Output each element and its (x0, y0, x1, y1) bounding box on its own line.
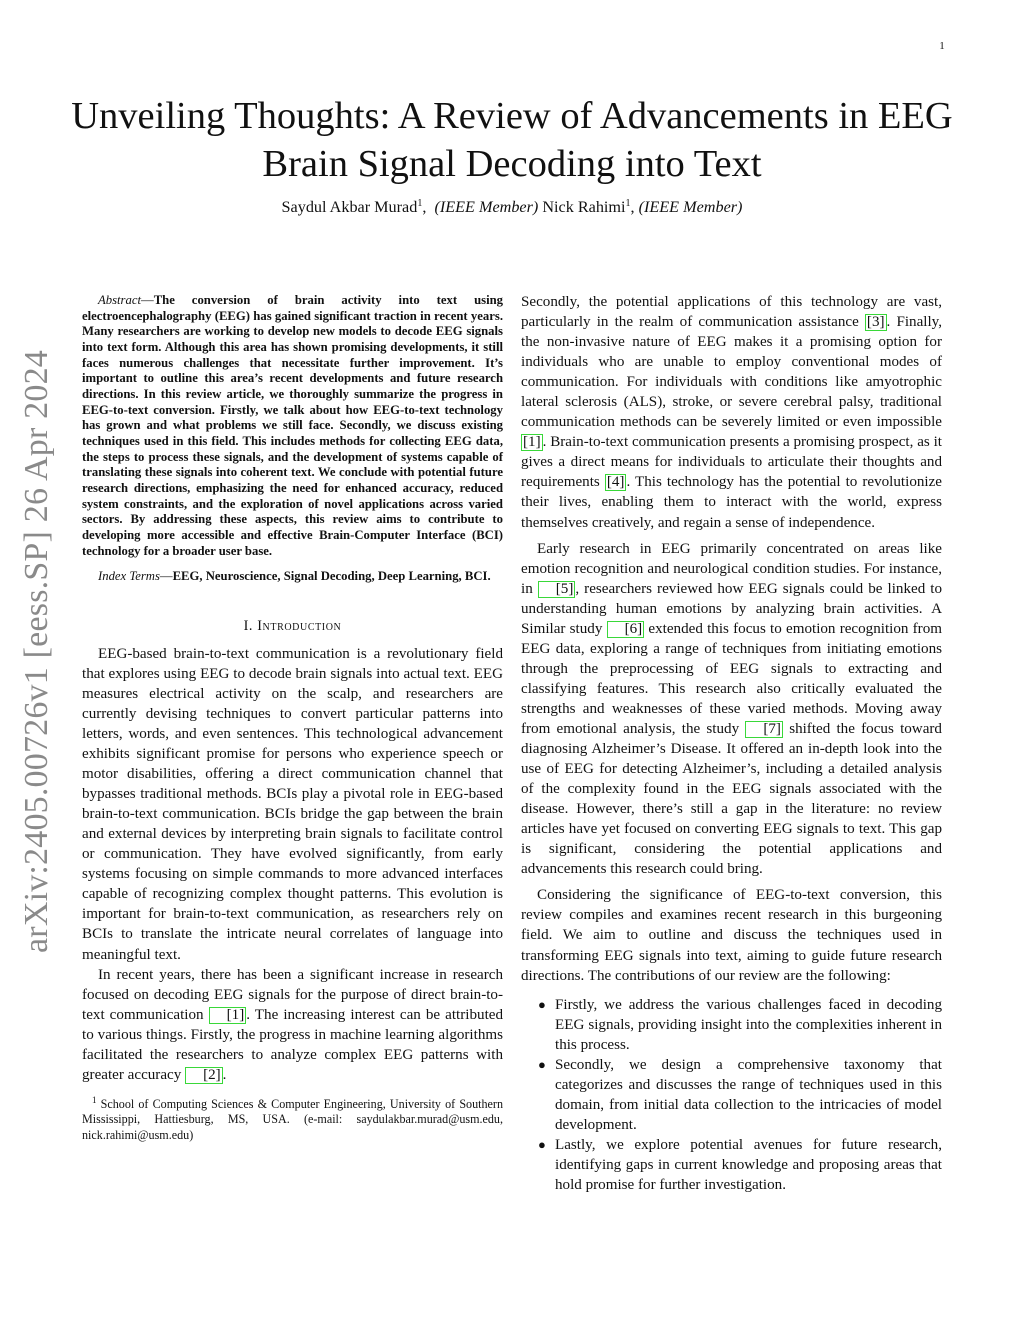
author-name: Saydul Akbar Murad (281, 198, 418, 216)
citation-link[interactable]: [4] (606, 474, 625, 491)
abstract: Abstract—The conversion of brain activity into text using electroencephalography (EEG) has gained significant traction in recent years. Many researchers are working to develop new models to decode EEG signals into text form. Although this area has shown promising developments, it still faces numerous challenges that necessitate further improvement. It’s important to outline this area’s recent developments and future research directions. In this review article, we thoroughly summarize the progress in EEG-to-text conversion. Firstly, we talk about how EEG-to-text technology has grown and what problems we still face. Secondly, we discuss existing techniques used in this field. This includes methods for collecting EEG data, the steps to process these signals, and the development of systems capable of translating these signals into coherent text. We conclude with potential future research directions, emphasizing the need for enhanced accuracy, reduced system constraints, and the exploration of novel applications across varied sectors. By addressing these aspects, this review aims to contribute to developing more accessible and effective Brain-Computer Interface (BCI) technology for a broader user base. (82, 293, 503, 558)
author-line: Saydul Akbar Murad$^1$, (IEEE Member) Nick Rahimi$^1$, (IEEE Member) (281, 198, 743, 216)
bullet-icon: ● (538, 1136, 546, 1152)
citation-link[interactable]: [1] (523, 434, 541, 451)
paragraph-text: , researchers reviewed how EEG signals could be linked to understanding human emotions by analyzing brain activities. A Similar study (521, 580, 942, 637)
paragraph-text: Early research in EEG primarily concentrated on areas like emotion recognition and neurological condition studies. For instance, in (521, 540, 942, 597)
paragraph-text: . Finally, the non-invasive nature of EEG makes it a promising option for individuals who are unable to employ conventional modes of communication. For individuals with conditions like amyotrophic lateral sclerosis (ALS), stroke, or severe cerebral palsy, traditional communication methods can be severely limited or even impossible (521, 314, 943, 431)
list-item-text: Firstly, we address the various challenges faced in decoding EEG signals, providing insight into the complexities inherent in this process. (555, 996, 942, 1053)
footnote (82, 1094, 503, 1144)
author-name: Nick Rahimi (542, 198, 626, 216)
abstract-label: Abstract (98, 293, 141, 307)
paragraph-text: Secondly, the potential applications of this technology are vast, particularly in the realm of communication assistance (521, 294, 942, 331)
paragraph-text: shifted the focus toward diagnosing Alzheimer’s Disease. It offered an in-depth look into the use of EEG for detecting Alzheimer’s, including a detailed analysis of the complexity found in the EEG signals associated with the disease. However, there’s still a gap in the literature: no review articles have yet focused on converting EEG signals to text. This gap is significant, considering the potential applications and advancements this research could bring. (521, 720, 942, 878)
paragraph-text: . This technology has the potential to revolutionize their lives, enabling them to interact with the world, express themselves creatively, and regain a sense of independence. (521, 474, 942, 531)
citation-link[interactable]: [7] (745, 721, 783, 738)
footnote-mark: 1 (92, 1094, 97, 1105)
paragraph-text: . (222, 1066, 227, 1083)
page-number: 1 (939, 40, 945, 52)
citation-link[interactable]: [5] (538, 581, 576, 598)
section-heading (82, 618, 503, 635)
author-role: (IEEE Member) (434, 198, 539, 216)
citation-link[interactable]: [1] (209, 1007, 247, 1024)
affiliation-mark: 1 (625, 198, 631, 209)
body-paragraph: Considering the significance of EEG-to-text conversion, this review compiles and examines recent research in this burgeoning field. We aim to outline and discuss the techniques used in transforming EEG signals into text, aiming to guide future research directions. The contributions of our review are the following: (521, 887, 942, 984)
body-paragraph (521, 292, 942, 533)
author-role: (IEEE Member) (638, 198, 743, 216)
paragraph-text: In recent years, there has been a significant increase in research focused on decoding EEG signals for the purpose of direct brain-to-text communication (82, 966, 503, 1023)
index-terms: Index Terms—EEG, Neuroscience, Signal Decoding, Deep Learning, BCI. (98, 569, 491, 584)
citation-link[interactable]: [2] (185, 1067, 223, 1084)
list-item (521, 995, 942, 1055)
citation-link[interactable]: [6] (607, 621, 645, 638)
contributions-list (521, 995, 942, 1195)
section-numeral: I. (243, 617, 254, 634)
footnote-text: School of Computing Sciences & Computer Engineering, University of Southern Mississippi, Hattiesburg, MS, USA. (e-mail: saydulakbar.murad@usm.edu, nick.rahimi@usm.edu) (82, 1096, 503, 1142)
section-title: Introduction (257, 617, 342, 634)
left-column (82, 293, 503, 1143)
bullet-icon: ● (538, 1056, 546, 1072)
abstract-text: The conversion of brain activity into text using electroencephalography (EEG) has gained significant traction in recent years. Many researchers are working to develop new models to decode EEG signals into text form. Although this area has shown promising developments, it still faces numerous challenges that necessitate further improvement. It’s important to outline this area’s recent developments and future research directions. In this review article, we thoroughly summarize the progress in EEG-to-text conversion. Firstly, we talk about how EEG-to-text technology has grown and what problems we still face. Secondly, we discuss existing techniques used in this field. This includes methods for collecting EEG data, the steps to process these signals, and the development of systems capable of translating these signals into coherent text. We conclude with potential future research directions, emphasizing the need for enhanced accuracy, reduced system constraints, and the exploration of novel applications across varied sectors. By addressing these aspects, this review aims to contribute to developing more accessible and effective Brain-Computer Interface (BCI) technology for a broader user base. (82, 293, 503, 558)
paragraph-text: . The increasing interest can be attributed to various things. Firstly, the progress in machine learning algorithms facilitated the researchers to analyze complex EEG patterns with greater accuracy (82, 1006, 504, 1083)
index-terms-label: Index Terms (98, 569, 160, 584)
body-paragraph (82, 965, 503, 1085)
list-item (521, 1055, 942, 1135)
body-paragraph (521, 539, 942, 880)
index-terms-text: EEG, Neuroscience, Signal Decoding, Deep Learning, BCI. (172, 569, 491, 584)
citation-link[interactable]: [3] (866, 314, 885, 331)
affiliation-mark: 1 (417, 198, 423, 209)
body-paragraph: EEG-based brain-to-text communication is a revolutionary field that explores using EEG to decode brain signals into actual text. EEG measures electrical activity on the scalp, and researchers are currently devising techniques to convert particular patterns into letters, words, and even sentences. This technological advancement exhibits significant promise for persons who experience speech or motor disabilities, offering a direct communication channel that bypasses traditional methods. BCIs play a pivotal role in EEG-based brain-to-text communication. BCIs bridge the gap between the brain and external devices by interpreting brain signals to facilitate control or communication. They have evolved significantly, from early systems focusing on simple commands to more advanced interfaces capable of recognizing complex thought patterns. This evolution is important for brain-to-text communication, as researchers rely on BCIs to translate the intricate neural correlates of language into meaningful text. (82, 645, 503, 963)
list-item-text: Lastly, we explore potential avenues for future research, identifying gaps in current knowledge and proposing areas that hold promise for further investigation. (555, 1136, 942, 1194)
arxiv-identifier: arXiv:2405.00726v1 [eess.SP] 26 Apr 2024 (18, 350, 55, 953)
right-column (521, 292, 942, 1195)
bullet-icon: ● (538, 996, 546, 1012)
list-item-text: Secondly, we design a comprehensive taxonomy that categorizes and discusses the range of techniques used in this domain, from initial data collection to the intricacies of model development. (555, 1056, 942, 1133)
paragraph-text: extended this focus to emotion recognition from EEG data, exploring a range of techniques from initiating emotions through the preprocessing of EEG signals to extracting and classifying features. This research also critically evaluated the strengths and weaknesses of these varied methods. Moving away from emotional analysis, the study (521, 620, 942, 737)
paper-title: Unveiling Thoughts: A Review of Advancements in EEG Brain Signal Decoding into Text (71, 95, 953, 185)
list-item (521, 1135, 942, 1195)
paragraph-text: . Brain-to-text communication presents a promising prospect, as it gives a direct means for individuals to articulate their thoughts and requirements (521, 434, 942, 491)
